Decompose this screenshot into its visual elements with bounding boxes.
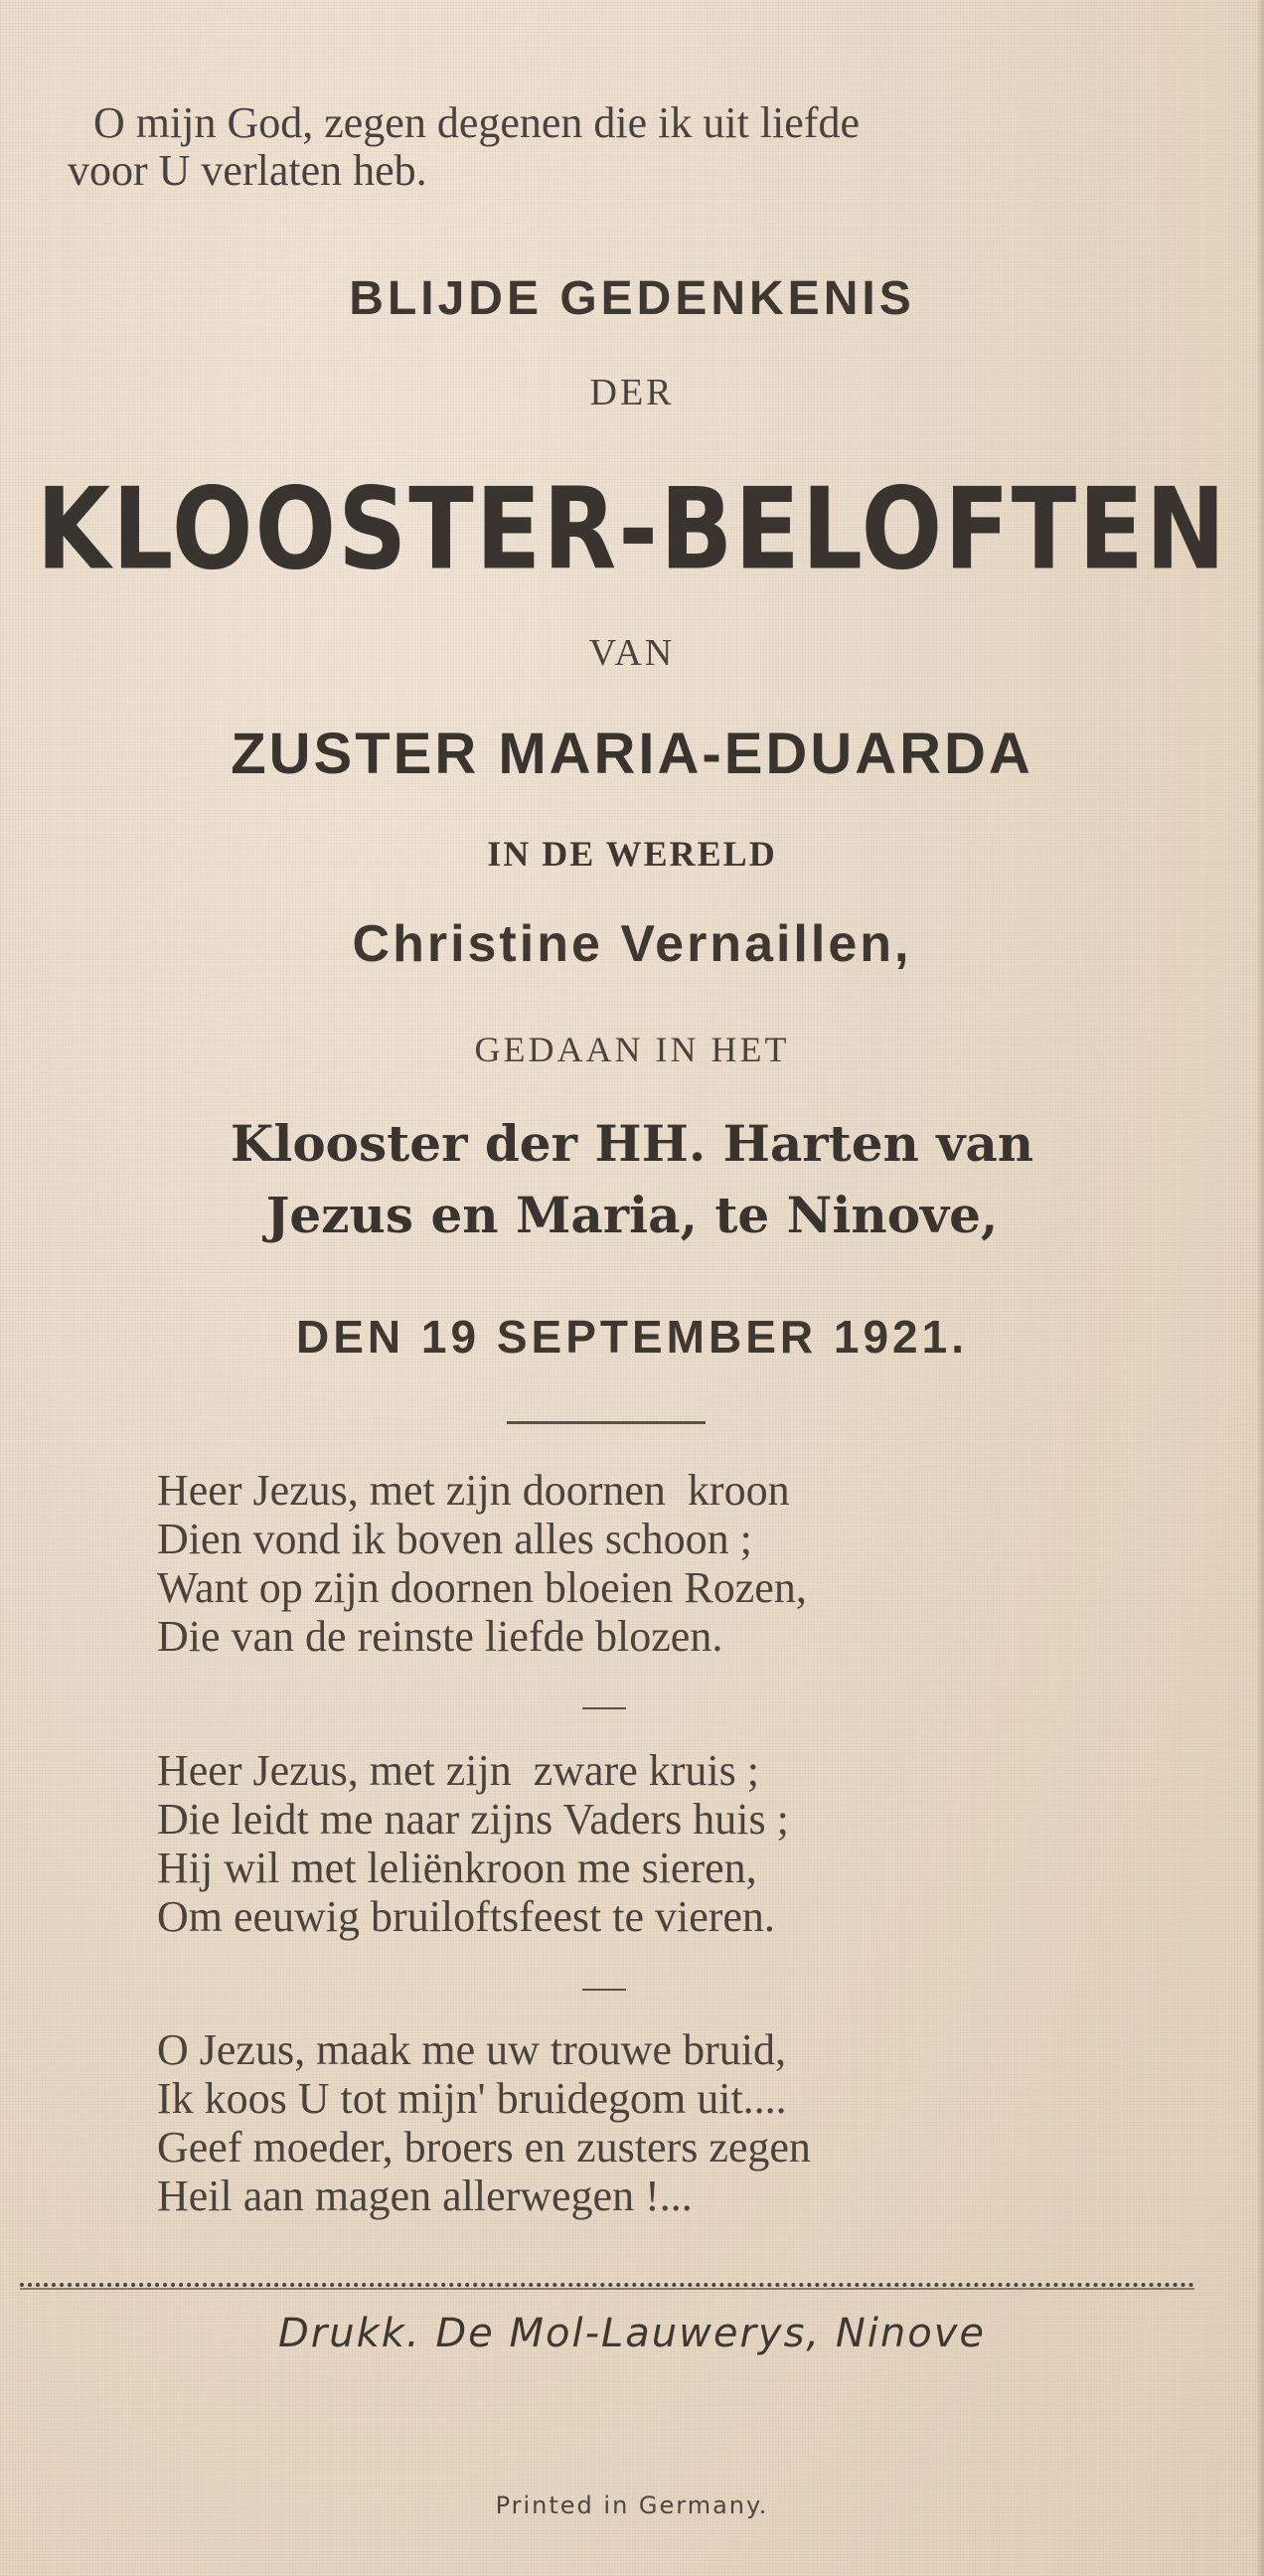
worldly-name: Christine Vernaillen, (352, 915, 912, 973)
poem-stanza-1 (157, 1466, 1151, 1661)
poem-line: Dien vond ik boven alles schoon ; (157, 1515, 752, 1563)
poem-line: Ik koos U tot mijn' bruidegom uit.... (157, 2074, 787, 2123)
heading-van: VAN (588, 632, 676, 674)
divider-short (507, 1421, 706, 1424)
printed-in-germany: Printed in Germany. (495, 2492, 769, 2519)
poem-line: Heer Jezus, met zijn doornen kroon (157, 1466, 790, 1515)
poem-line: Die van de reinste liefde blozen. (157, 1612, 723, 1661)
footer-divider-dotted (20, 2283, 1194, 2287)
sister-name: ZUSTER MARIA-EDUARDA (231, 722, 1033, 786)
main-title: KLOOSTER-BELOFTEN (36, 463, 1228, 595)
convent-line-2: Jezus en Maria, te Ninove, (265, 1186, 999, 1244)
poem-line: Hij wil met leliënkroon me sieren, (157, 1844, 757, 1892)
poem-line: Heer Jezus, met zijn zware kruis ; (157, 1746, 759, 1795)
poem-stanza-2 (157, 1746, 1151, 1941)
footer-divider-solid (20, 2288, 1194, 2290)
poem-stanza-3 (157, 2025, 1151, 2220)
poem-line: Die leidt me naar zijns Vaders huis ; (157, 1795, 789, 1844)
convent-line-1: Klooster der HH. Harten van (230, 1114, 1034, 1173)
poem-line: Want op zijn doornen bloeien Rozen, (157, 1563, 807, 1612)
heading-blijde-gedenkenis: BLIJDE GEDENKENIS (349, 272, 915, 325)
heading-der: DER (589, 372, 675, 413)
stanza-separator-2 (582, 1989, 626, 1991)
opening-prayer (68, 99, 1171, 195)
printer-imprint: Drukk. De Mol-Lauwerys, Ninove (277, 2311, 986, 2356)
poem-line: Geef moeder, broers en zusters zegen (157, 2123, 811, 2172)
stanza-separator-1 (582, 1707, 626, 1709)
poem-line: Heil aan magen allerwegen !... (157, 2172, 693, 2220)
prayer-line-1: O mijn God, zegen degenen die ik uit liefde (93, 98, 860, 147)
prayer-line-2: voor U verlaten heb. (68, 146, 427, 195)
poem-line: O Jezus, maak me uw trouwe bruid, (157, 2025, 786, 2074)
convent-name (0, 1108, 1264, 1251)
vow-date: DEN 19 SEPTEMBER 1921. (295, 1311, 968, 1363)
poem-line: Om eeuwig bruiloftsfeest te vieren. (157, 1892, 775, 1941)
heading-gedaan-in-het: GEDAAN IN HET (474, 1030, 790, 1069)
heading-in-de-wereld: IN DE WERELD (487, 834, 777, 874)
